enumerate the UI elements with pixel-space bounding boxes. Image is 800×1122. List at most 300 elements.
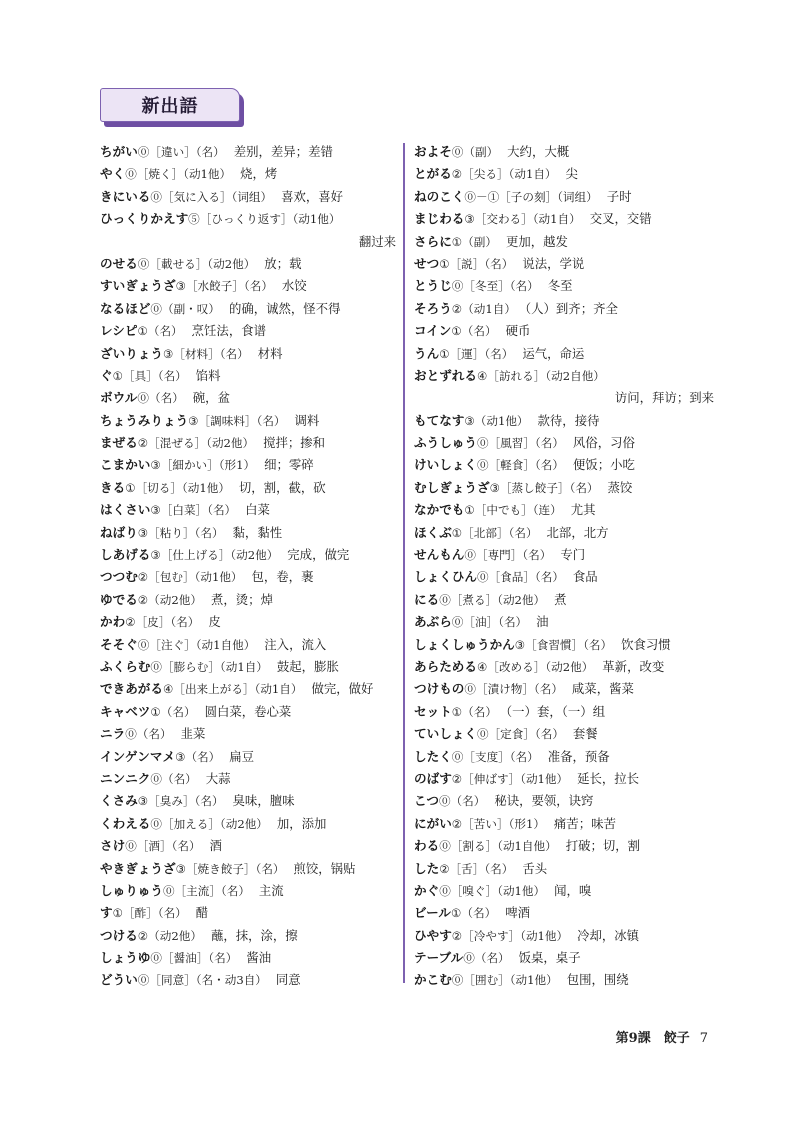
vocab-grammar-info: ②［舌］（名） — [439, 861, 514, 876]
vocab-word: かわ — [100, 614, 126, 630]
vocab-entry — [100, 611, 396, 633]
vocab-word: なかでも — [414, 502, 465, 518]
vocab-word: ざいりょう — [100, 345, 163, 361]
vocab-word: コイン — [414, 323, 452, 339]
vocab-entry — [100, 634, 396, 656]
vocab-grammar-info: ①（副） — [451, 234, 497, 249]
vocab-meaning: 完成，做完 — [287, 547, 350, 563]
vocab-grammar-info: ②［混ぜる］（动2他） — [137, 436, 255, 451]
vocab-grammar-info: ⓪（名） — [438, 794, 486, 809]
vocab-entry — [100, 880, 396, 902]
vocab-word: ねのこく — [414, 188, 465, 204]
vocab-entry — [100, 141, 396, 163]
vocab-word: しゅりゅう — [100, 882, 163, 898]
vocab-meaning: 咸菜，酱菜 — [571, 681, 634, 697]
vocab-entry — [414, 522, 714, 544]
vocab-meaning: 饮食习惯 — [621, 636, 671, 652]
vocab-word: およそ — [414, 144, 452, 159]
vocab-meaning: 水饺 — [281, 278, 307, 294]
vocab-word: にがい — [414, 815, 452, 831]
vocab-meaning: 煮，烫；焯 — [210, 591, 273, 607]
vocab-column-right — [414, 141, 714, 992]
vocab-entry — [414, 969, 714, 991]
vocab-grammar-info: ⓪［食品］（名） — [476, 570, 564, 585]
vocab-meaning: 说法，学说 — [522, 255, 585, 271]
vocab-entry — [414, 298, 714, 320]
vocab-meaning: 饭桌，桌子 — [518, 950, 581, 966]
vocab-meaning: 闻，嗅 — [554, 882, 592, 898]
vocab-entry-continuation: 翻过来 — [358, 233, 396, 249]
vocab-grammar-info: ①［説］（名） — [439, 256, 514, 271]
vocab-meaning: 白菜 — [245, 502, 270, 518]
vocab-word: セット — [414, 703, 452, 719]
vocab-meaning: 冬至 — [547, 278, 573, 294]
vocab-meaning: 交叉，交错 — [589, 211, 652, 227]
vocab-entry — [414, 410, 714, 432]
vocab-grammar-info: ①［中でも］（连） — [464, 503, 562, 518]
vocab-entry — [414, 253, 714, 275]
vocab-word: ゆでる — [100, 591, 138, 607]
vocab-grammar-info: ⓪［風習］（名） — [476, 436, 564, 451]
vocab-entry — [100, 499, 396, 521]
vocab-word: テーブル — [414, 950, 464, 966]
vocab-meaning: 秘诀，要领，诀窍 — [494, 793, 594, 809]
vocab-entry — [100, 253, 396, 275]
vocab-meaning: 煮 — [554, 591, 567, 607]
vocab-meaning: 煎饺，锅贴 — [293, 860, 356, 876]
vocab-word: きる — [100, 479, 126, 495]
vocab-grammar-info: ②［伸ばす］（动1他） — [451, 771, 569, 786]
vocab-word: つつむ — [100, 569, 138, 585]
vocab-meaning: 扁豆 — [229, 748, 255, 764]
vocab-word: どうい — [100, 972, 138, 988]
vocab-entry — [414, 701, 714, 723]
vocab-meaning: 馅料 — [195, 367, 221, 383]
vocab-grammar-info: ③（动1他） — [464, 413, 529, 428]
vocab-grammar-info: ⓪（名） — [463, 951, 510, 966]
vocab-word: のばす — [414, 770, 452, 786]
vocab-grammar-info: ③［仕上げる］（动2他） — [150, 548, 279, 563]
vocab-meaning: 子时 — [606, 188, 632, 204]
vocab-word: ひっくりかえす — [100, 211, 189, 227]
vocab-word: にる — [414, 591, 440, 607]
vocab-entry — [100, 163, 396, 185]
vocab-grammar-info: ⓪［油］（名） — [451, 615, 528, 630]
vocab-grammar-info: ③（名） — [175, 749, 221, 764]
vocab-grammar-info: ⓪［膨らむ］（动1自） — [150, 659, 268, 674]
vocab-entry — [414, 477, 714, 499]
vocab-grammar-info: ⓪－①［子の刻］（词组） — [464, 189, 598, 204]
vocab-meaning: 款待，接待 — [537, 412, 600, 428]
vocab-grammar-info: ③［材料］（名） — [162, 346, 249, 361]
vocab-meaning — [605, 368, 614, 383]
vocab-grammar-info: ④［改める］（动2他） — [476, 659, 594, 674]
vocab-entry — [100, 813, 396, 835]
vocab-entry — [100, 566, 396, 588]
vocab-meaning: 延长，拉长 — [577, 770, 640, 786]
vocab-entry — [100, 544, 396, 566]
vocab-entry — [100, 790, 396, 812]
vocab-word: しょくしゅうかん — [414, 636, 515, 652]
vocab-word: ニンニク — [100, 770, 151, 786]
vocab-meaning: 细；零碎 — [264, 457, 314, 473]
column-divider — [403, 143, 405, 983]
vocab-grammar-info: ⓪［嗅ぐ］（动1他） — [439, 883, 546, 898]
vocab-grammar-info: ④［訪れる］（动2自他） — [476, 368, 605, 383]
vocab-entry — [414, 723, 714, 745]
vocab-meaning: 烹饪法，食谱 — [191, 323, 266, 339]
vocab-entry — [414, 454, 714, 476]
vocab-grammar-info: ③［粘り］（名） — [137, 525, 224, 540]
vocab-entry — [100, 365, 396, 387]
vocab-word: しあげる — [100, 547, 151, 563]
vocab-grammar-info: ⓪［焼く］（动1他） — [125, 167, 232, 182]
vocab-meaning: 蒸饺 — [607, 479, 633, 495]
vocab-meaning: 喜欢，喜好 — [281, 188, 344, 204]
vocab-entry — [414, 275, 714, 297]
vocab-grammar-info: ⓪［囲む］（动1他） — [451, 973, 558, 988]
vocab-word: キャベツ — [100, 703, 151, 719]
vocab-grammar-info: ⓪（名） — [150, 771, 197, 786]
vocab-entry — [100, 835, 396, 857]
vocab-entry — [414, 208, 714, 230]
vocab-entry — [414, 432, 714, 454]
vocab-word: す — [100, 905, 113, 921]
vocab-entry — [414, 499, 714, 521]
vocab-word: できあがる — [100, 681, 163, 697]
vocab-word: やきぎょうざ — [100, 860, 176, 876]
vocab-grammar-info: ①［切る］（动1他） — [125, 480, 230, 495]
vocab-word: なるほど — [100, 300, 151, 316]
vocab-word: ぐ — [100, 367, 113, 383]
vocab-column-left — [100, 141, 396, 992]
vocab-entry — [100, 768, 396, 790]
vocab-grammar-info: ⓪［酒］（名） — [125, 839, 201, 854]
vocab-grammar-info: ①［北部］（名） — [451, 525, 538, 540]
vocab-grammar-info: ②［冷やす］（动1他） — [451, 928, 569, 943]
vocab-meaning: 尖 — [565, 166, 578, 182]
vocab-meaning: 皮 — [208, 614, 221, 630]
vocab-entry — [414, 141, 714, 163]
vocab-word: レシピ — [100, 323, 138, 339]
vocab-meaning: 注入，流入 — [264, 636, 327, 652]
vocab-meaning: 主流 — [258, 882, 284, 898]
vocab-meaning: 碗，盆 — [192, 390, 230, 406]
vocab-grammar-info: ②（动2他） — [137, 928, 202, 943]
vocab-meaning: 包围，围绕 — [566, 972, 629, 988]
vocab-word: のせる — [100, 255, 138, 271]
vocab-meaning: 打破；切，割 — [565, 838, 641, 854]
vocab-entry — [100, 454, 396, 476]
vocab-grammar-info: ①（名） — [451, 906, 497, 921]
vocab-entry — [414, 902, 714, 924]
footer-lesson: 第9課 餃子 — [615, 1031, 690, 1046]
vocab-word: ちょうみりょう — [100, 412, 189, 428]
vocab-meaning: 切，割，截，砍 — [238, 479, 326, 495]
vocab-word: しょくひん — [414, 569, 477, 585]
vocab-meaning: 革新，改变 — [602, 658, 665, 674]
vocab-grammar-info: ⓪（副・叹） — [150, 301, 220, 316]
section-title: 新出語 — [100, 88, 240, 122]
vocab-grammar-info: ③［白菜］（名） — [150, 503, 237, 518]
vocab-grammar-info: ①（名） — [451, 704, 497, 719]
vocab-entry — [414, 343, 714, 365]
vocab-entry — [100, 678, 396, 700]
vocab-meaning: 鼓起，膨胀 — [276, 658, 339, 674]
vocab-grammar-info: ②（动2他） — [137, 592, 202, 607]
vocab-grammar-info: ⓪（名） — [137, 391, 184, 406]
vocab-meaning: 酒 — [209, 838, 222, 854]
vocab-word: ちがい — [100, 144, 138, 159]
vocab-meaning: 加，添加 — [276, 815, 327, 831]
vocab-word: とがる — [414, 166, 452, 182]
vocab-meaning: 蘸，抹，涂，擦 — [210, 927, 298, 943]
vocab-word: はくさい — [100, 502, 151, 518]
vocab-grammar-info: ②［尖る］（动1自） — [451, 167, 557, 182]
vocab-entry — [100, 298, 396, 320]
vocab-entry — [414, 678, 714, 700]
vocab-grammar-info: ⓪［漬け物］（名） — [464, 682, 563, 697]
vocab-word: ほくぶ — [414, 524, 452, 540]
vocab-word: ビール — [414, 905, 452, 921]
vocab-word: あらためる — [414, 658, 477, 674]
vocab-meaning: 放；载 — [264, 255, 302, 271]
vocab-meaning: 运气，命运 — [522, 345, 585, 361]
vocab-word: しょうゆ — [100, 950, 151, 966]
vocab-grammar-info: ④［出来上がる］（动1自） — [162, 682, 303, 697]
vocab-entry — [100, 186, 396, 208]
vocab-grammar-info: ⓪［定食］（名） — [476, 727, 564, 742]
page-footer — [616, 1027, 708, 1046]
vocab-entry — [414, 611, 714, 633]
section-title-badge — [100, 88, 246, 128]
vocab-meaning: 差别，差异；差错 — [233, 144, 333, 159]
vocab-meaning: 烧，烤 — [240, 166, 278, 182]
vocab-word: かぐ — [414, 882, 440, 898]
vocab-grammar-info: ③［水餃子］（名） — [175, 279, 273, 294]
vocab-meaning: 更加，越发 — [505, 233, 568, 249]
vocab-word: こまかい — [100, 457, 151, 473]
vocab-grammar-info: ①［運］（名） — [439, 346, 514, 361]
vocab-word: そそぐ — [100, 636, 138, 652]
vocab-meaning: 便饭；小吃 — [572, 457, 635, 473]
vocab-entry — [414, 925, 714, 947]
vocab-word: ていしょく — [414, 726, 477, 742]
vocab-grammar-info: ③［臭み］（名） — [137, 794, 224, 809]
vocab-grammar-info: ⓪［違い］（名） — [137, 145, 225, 159]
vocab-grammar-info: ③［調味料］（名） — [188, 413, 286, 428]
vocab-entry — [414, 589, 714, 611]
vocab-grammar-info: ①（名） — [137, 324, 183, 339]
vocab-entry — [414, 231, 714, 253]
vocab-entry — [100, 656, 396, 678]
vocab-grammar-info: ②［苦い］（形1） — [451, 816, 545, 831]
vocab-grammar-info: ①（名） — [451, 324, 497, 339]
vocab-entry — [100, 701, 396, 723]
vocab-word: したく — [414, 748, 452, 764]
vocab-entry — [414, 947, 714, 969]
vocab-entry — [100, 902, 396, 924]
vocab-meaning: 专门 — [560, 547, 586, 563]
vocab-entry — [100, 969, 396, 991]
vocab-grammar-info: ⓪［支度］（名） — [451, 749, 539, 764]
vocab-meaning: 黏，黏性 — [232, 524, 283, 540]
vocab-grammar-info: ⑤［ひっくり返す］（动1他） — [188, 212, 341, 227]
vocab-grammar-info: ③［細かい］（形1） — [150, 458, 256, 473]
vocab-entry — [414, 634, 714, 656]
vocab-meaning: （一）套，（一）组 — [505, 703, 606, 719]
vocab-word: あぶら — [414, 614, 452, 630]
vocab-word: インゲンマメ — [100, 748, 176, 764]
vocab-meaning — [340, 211, 349, 226]
vocab-entry — [414, 813, 714, 835]
vocab-grammar-info: ②［包む］（动1他） — [137, 570, 243, 585]
vocab-word: ひやす — [414, 927, 452, 943]
vocab-grammar-info: ③［蒸し餃子］（名） — [489, 480, 599, 495]
vocab-word: した — [414, 860, 440, 876]
vocab-grammar-info: ②（动1自） — [451, 301, 516, 316]
vocab-grammar-info: ①［酢］（名） — [112, 906, 187, 921]
vocab-word: かこむ — [414, 972, 452, 988]
vocab-word: けいしょく — [414, 457, 477, 473]
vocab-meaning: 套餐 — [572, 726, 598, 742]
vocab-meaning: 尤其 — [570, 502, 596, 518]
vocab-entry — [414, 880, 714, 902]
vocab-meaning: 材料 — [257, 345, 283, 361]
page-number: 7 — [699, 1031, 708, 1046]
vocab-word: とうじ — [414, 278, 452, 294]
vocab-entry — [414, 544, 714, 566]
vocab-meaning: 食品 — [572, 569, 598, 585]
vocab-word: まじわる — [414, 211, 465, 227]
vocab-grammar-info: ⓪［主流］（名） — [162, 883, 250, 898]
vocab-meaning: （人）到齐；齐全 — [524, 300, 618, 316]
vocab-entry — [100, 477, 396, 499]
vocab-word: つけもの — [414, 681, 465, 697]
vocab-meaning: 硬币 — [505, 323, 531, 339]
vocab-meaning: 大约，大概 — [507, 144, 570, 159]
vocab-meaning: 包，卷，裹 — [251, 569, 314, 585]
vocab-word: さけ — [100, 838, 126, 854]
vocab-entry — [100, 387, 396, 409]
vocab-word: きにいる — [100, 188, 151, 204]
vocab-grammar-info: ⓪［醤油］（名） — [150, 951, 238, 966]
vocab-meaning: 北部，北方 — [546, 524, 609, 540]
vocab-entry — [414, 186, 714, 208]
vocab-entry — [100, 275, 396, 297]
vocab-grammar-info: ⓪［注ぐ］（动1自他） — [137, 637, 256, 652]
vocab-entry — [414, 858, 714, 880]
vocab-entry — [100, 208, 396, 230]
vocab-grammar-info: ⓪［専門］（名） — [464, 548, 552, 563]
vocab-word: つける — [100, 927, 138, 943]
vocab-grammar-info: ②［皮］（名） — [125, 615, 200, 630]
vocab-word: ふくらむ — [100, 658, 151, 674]
vocab-entry — [414, 365, 714, 387]
vocab-meaning: 的确，诚然，怪不得 — [228, 300, 341, 316]
vocab-word: そろう — [414, 300, 452, 316]
vocab-entry — [100, 589, 396, 611]
vocab-word: わる — [414, 838, 440, 854]
vocab-word: くさみ — [100, 793, 138, 809]
vocab-meaning: 油 — [536, 614, 549, 630]
vocab-word: やく — [100, 166, 126, 182]
vocab-grammar-info: ⓪（副） — [451, 145, 499, 159]
vocab-entry — [100, 343, 396, 365]
vocab-entry — [100, 746, 396, 768]
vocab-meaning: 啤酒 — [505, 905, 530, 921]
vocab-word: せんもん — [414, 547, 465, 563]
vocab-word: ふうしゅう — [414, 435, 477, 451]
vocab-entry — [414, 656, 714, 678]
vocab-entry — [100, 320, 396, 342]
vocab-entry — [100, 925, 396, 947]
vocab-entry — [414, 566, 714, 588]
vocab-grammar-info: ⓪［割る］（动1自他） — [439, 839, 557, 854]
vocab-entry — [100, 432, 396, 454]
vocab-entry — [100, 410, 396, 432]
vocab-word: さらに — [414, 233, 452, 249]
vocab-word: ねばり — [100, 524, 138, 540]
vocab-entry — [414, 768, 714, 790]
vocab-meaning: 舌头 — [522, 860, 548, 876]
vocab-word: おとずれる — [414, 367, 477, 383]
vocab-word: うん — [414, 345, 440, 361]
vocab-entry — [100, 522, 396, 544]
vocab-word: こつ — [414, 793, 439, 809]
vocab-grammar-info: ⓪［気に入る］（词组） — [150, 189, 273, 204]
vocab-entry — [414, 835, 714, 857]
vocab-word: ボウル — [100, 390, 138, 406]
vocab-meaning: 韭菜 — [180, 726, 206, 742]
vocab-word: ニラ — [100, 726, 126, 742]
vocab-meaning: 冷却，冰镇 — [577, 927, 640, 943]
vocab-grammar-info: ③［交わる］（动1自） — [464, 212, 581, 227]
vocab-entry-continuation: 访问，拜访；到来 — [614, 390, 714, 406]
vocab-entry — [414, 163, 714, 185]
vocab-grammar-info: ③［焼き餃子］（名） — [175, 861, 285, 876]
vocab-grammar-info: ⓪［加える］（动2他） — [150, 816, 268, 831]
vocab-meaning: 圆白菜，卷心菜 — [204, 703, 292, 719]
vocab-word: すいぎょうざ — [100, 278, 176, 294]
vocab-grammar-info: ⓪［冬至］（名） — [451, 279, 539, 294]
vocab-entry — [100, 947, 396, 969]
vocab-word: せつ — [414, 255, 440, 271]
vocab-word: むしぎょうざ — [414, 479, 490, 495]
vocab-grammar-info: ③［食習慣］（名） — [514, 637, 613, 652]
vocab-grammar-info: ①（名） — [150, 704, 196, 719]
vocab-meaning: 做完，做好 — [311, 681, 374, 697]
vocab-meaning: 痛苦；味苦 — [553, 815, 616, 831]
vocab-entry — [414, 746, 714, 768]
vocab-meaning: 准备，预备 — [547, 748, 610, 764]
vocab-grammar-info: ⓪［載せる］（动2他） — [137, 256, 256, 271]
vocab-meaning: 同意 — [275, 972, 301, 988]
vocab-meaning: 搅拌；掺和 — [263, 435, 326, 451]
vocab-word: くわえる — [100, 815, 151, 831]
vocab-entry — [100, 723, 396, 745]
vocab-meaning: 大蒜 — [205, 770, 231, 786]
vocab-meaning: 调料 — [294, 412, 320, 428]
vocab-meaning: 臭味，膻味 — [232, 793, 295, 809]
vocab-grammar-info: ⓪［煮る］（动2他） — [439, 592, 546, 607]
vocab-entry — [414, 790, 714, 812]
vocab-grammar-info: ⓪［同意］（名・动3自） — [137, 973, 267, 988]
vocab-entry — [100, 858, 396, 880]
vocab-meaning: 酱油 — [246, 950, 272, 966]
vocab-grammar-info: ①［具］（名） — [112, 368, 187, 383]
vocab-entry — [414, 320, 714, 342]
